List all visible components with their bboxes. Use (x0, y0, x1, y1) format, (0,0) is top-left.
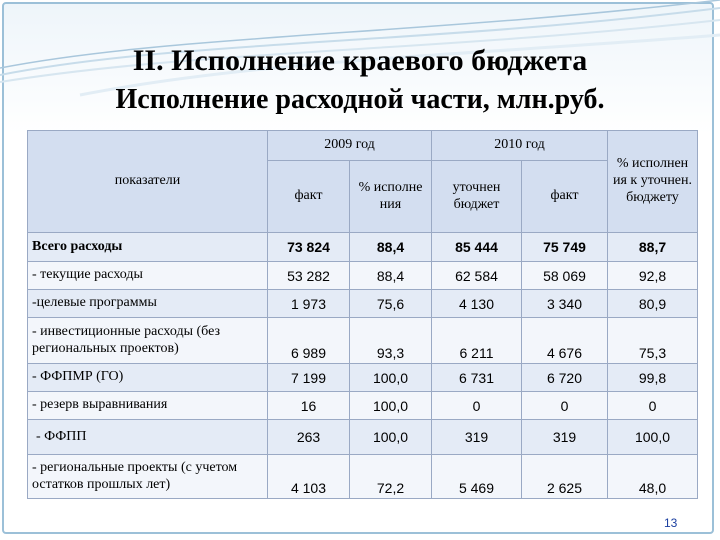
cell-pct-refined: 99,8 (608, 364, 698, 392)
cell-pct-2009: 75,6 (350, 290, 432, 318)
header-year-2010: 2010 год (432, 131, 608, 161)
row-label: -целевые программы (28, 290, 268, 318)
table-row (28, 233, 698, 262)
table-row (28, 364, 698, 392)
cell-pct-refined: 0 (608, 392, 698, 420)
header-fact-2010: факт (522, 161, 608, 233)
slide-title: II. Исполнение краевого бюджета (132, 44, 588, 77)
cell-pct-2009: 88,4 (350, 262, 432, 290)
cell-refined-2010: 319 (432, 420, 522, 455)
row-label: - ФФПМР (ГО) (28, 364, 268, 392)
budget-table (27, 130, 698, 499)
row-label: - резерв выравнивания (28, 392, 268, 420)
cell-fact-2009: 1 973 (268, 290, 350, 318)
row-label: Всего расходы (28, 233, 268, 262)
cell-fact-2010: 4 676 (522, 318, 608, 364)
cell-pct-2009: 100,0 (350, 420, 432, 455)
cell-refined-2010: 62 584 (432, 262, 522, 290)
cell-pct-2009: 100,0 (350, 364, 432, 392)
cell-pct-2009: 72,2 (350, 455, 432, 499)
table-row (28, 318, 698, 364)
header-pct-refined: % исполнен ия к уточнен. бюджету (608, 131, 698, 233)
table-row (28, 392, 698, 420)
slide-subtitle: Исполнение расходной части, млн.руб. (115, 84, 605, 115)
cell-pct-2009: 88,4 (350, 233, 432, 262)
cell-fact-2010: 319 (522, 420, 608, 455)
row-label: - региональные проекты (с учетом остатков прошлых лет) (28, 455, 268, 499)
cell-refined-2010: 85 444 (432, 233, 522, 262)
cell-fact-2009: 6 989 (268, 318, 350, 364)
cell-refined-2010: 0 (432, 392, 522, 420)
cell-fact-2010: 3 340 (522, 290, 608, 318)
row-label: - инвестиционные расходы (без региональных проектов) (28, 318, 268, 364)
cell-fact-2010: 2 625 (522, 455, 608, 499)
cell-refined-2010: 6 731 (432, 364, 522, 392)
cell-fact-2010: 6 720 (522, 364, 608, 392)
cell-fact-2009: 53 282 (268, 262, 350, 290)
cell-fact-2009: 73 824 (268, 233, 350, 262)
table-row (28, 420, 698, 455)
table-row (28, 455, 698, 499)
cell-refined-2010: 5 469 (432, 455, 522, 499)
cell-pct-refined: 75,3 (608, 318, 698, 364)
cell-refined-2010: 6 211 (432, 318, 522, 364)
row-label: - текущие расходы (28, 262, 268, 290)
table-row (28, 290, 698, 318)
cell-fact-2009: 4 103 (268, 455, 350, 499)
cell-pct-2009: 100,0 (350, 392, 432, 420)
cell-fact-2009: 263 (268, 420, 350, 455)
cell-pct-refined: 80,9 (608, 290, 698, 318)
cell-fact-2010: 58 069 (522, 262, 608, 290)
cell-fact-2009: 7 199 (268, 364, 350, 392)
cell-pct-refined: 88,7 (608, 233, 698, 262)
cell-pct-refined: 92,8 (608, 262, 698, 290)
cell-pct-2009: 93,3 (350, 318, 432, 364)
header-refined-2010: уточнен бюджет (432, 161, 522, 233)
cell-pct-refined: 100,0 (608, 420, 698, 455)
cell-fact-2010: 75 749 (522, 233, 608, 262)
cell-fact-2010: 0 (522, 392, 608, 420)
cell-refined-2010: 4 130 (432, 290, 522, 318)
header-pct-2009: % исполне ния (350, 161, 432, 233)
header-year-2009: 2009 год (268, 131, 432, 161)
cell-pct-refined: 48,0 (608, 455, 698, 499)
header-fact-2009: факт (268, 161, 350, 233)
row-label: - ФФПП (28, 420, 268, 455)
table-row (28, 262, 698, 290)
cell-fact-2009: 16 (268, 392, 350, 420)
page-number: 13 (664, 516, 678, 530)
header-indicators: показатели (28, 131, 268, 233)
